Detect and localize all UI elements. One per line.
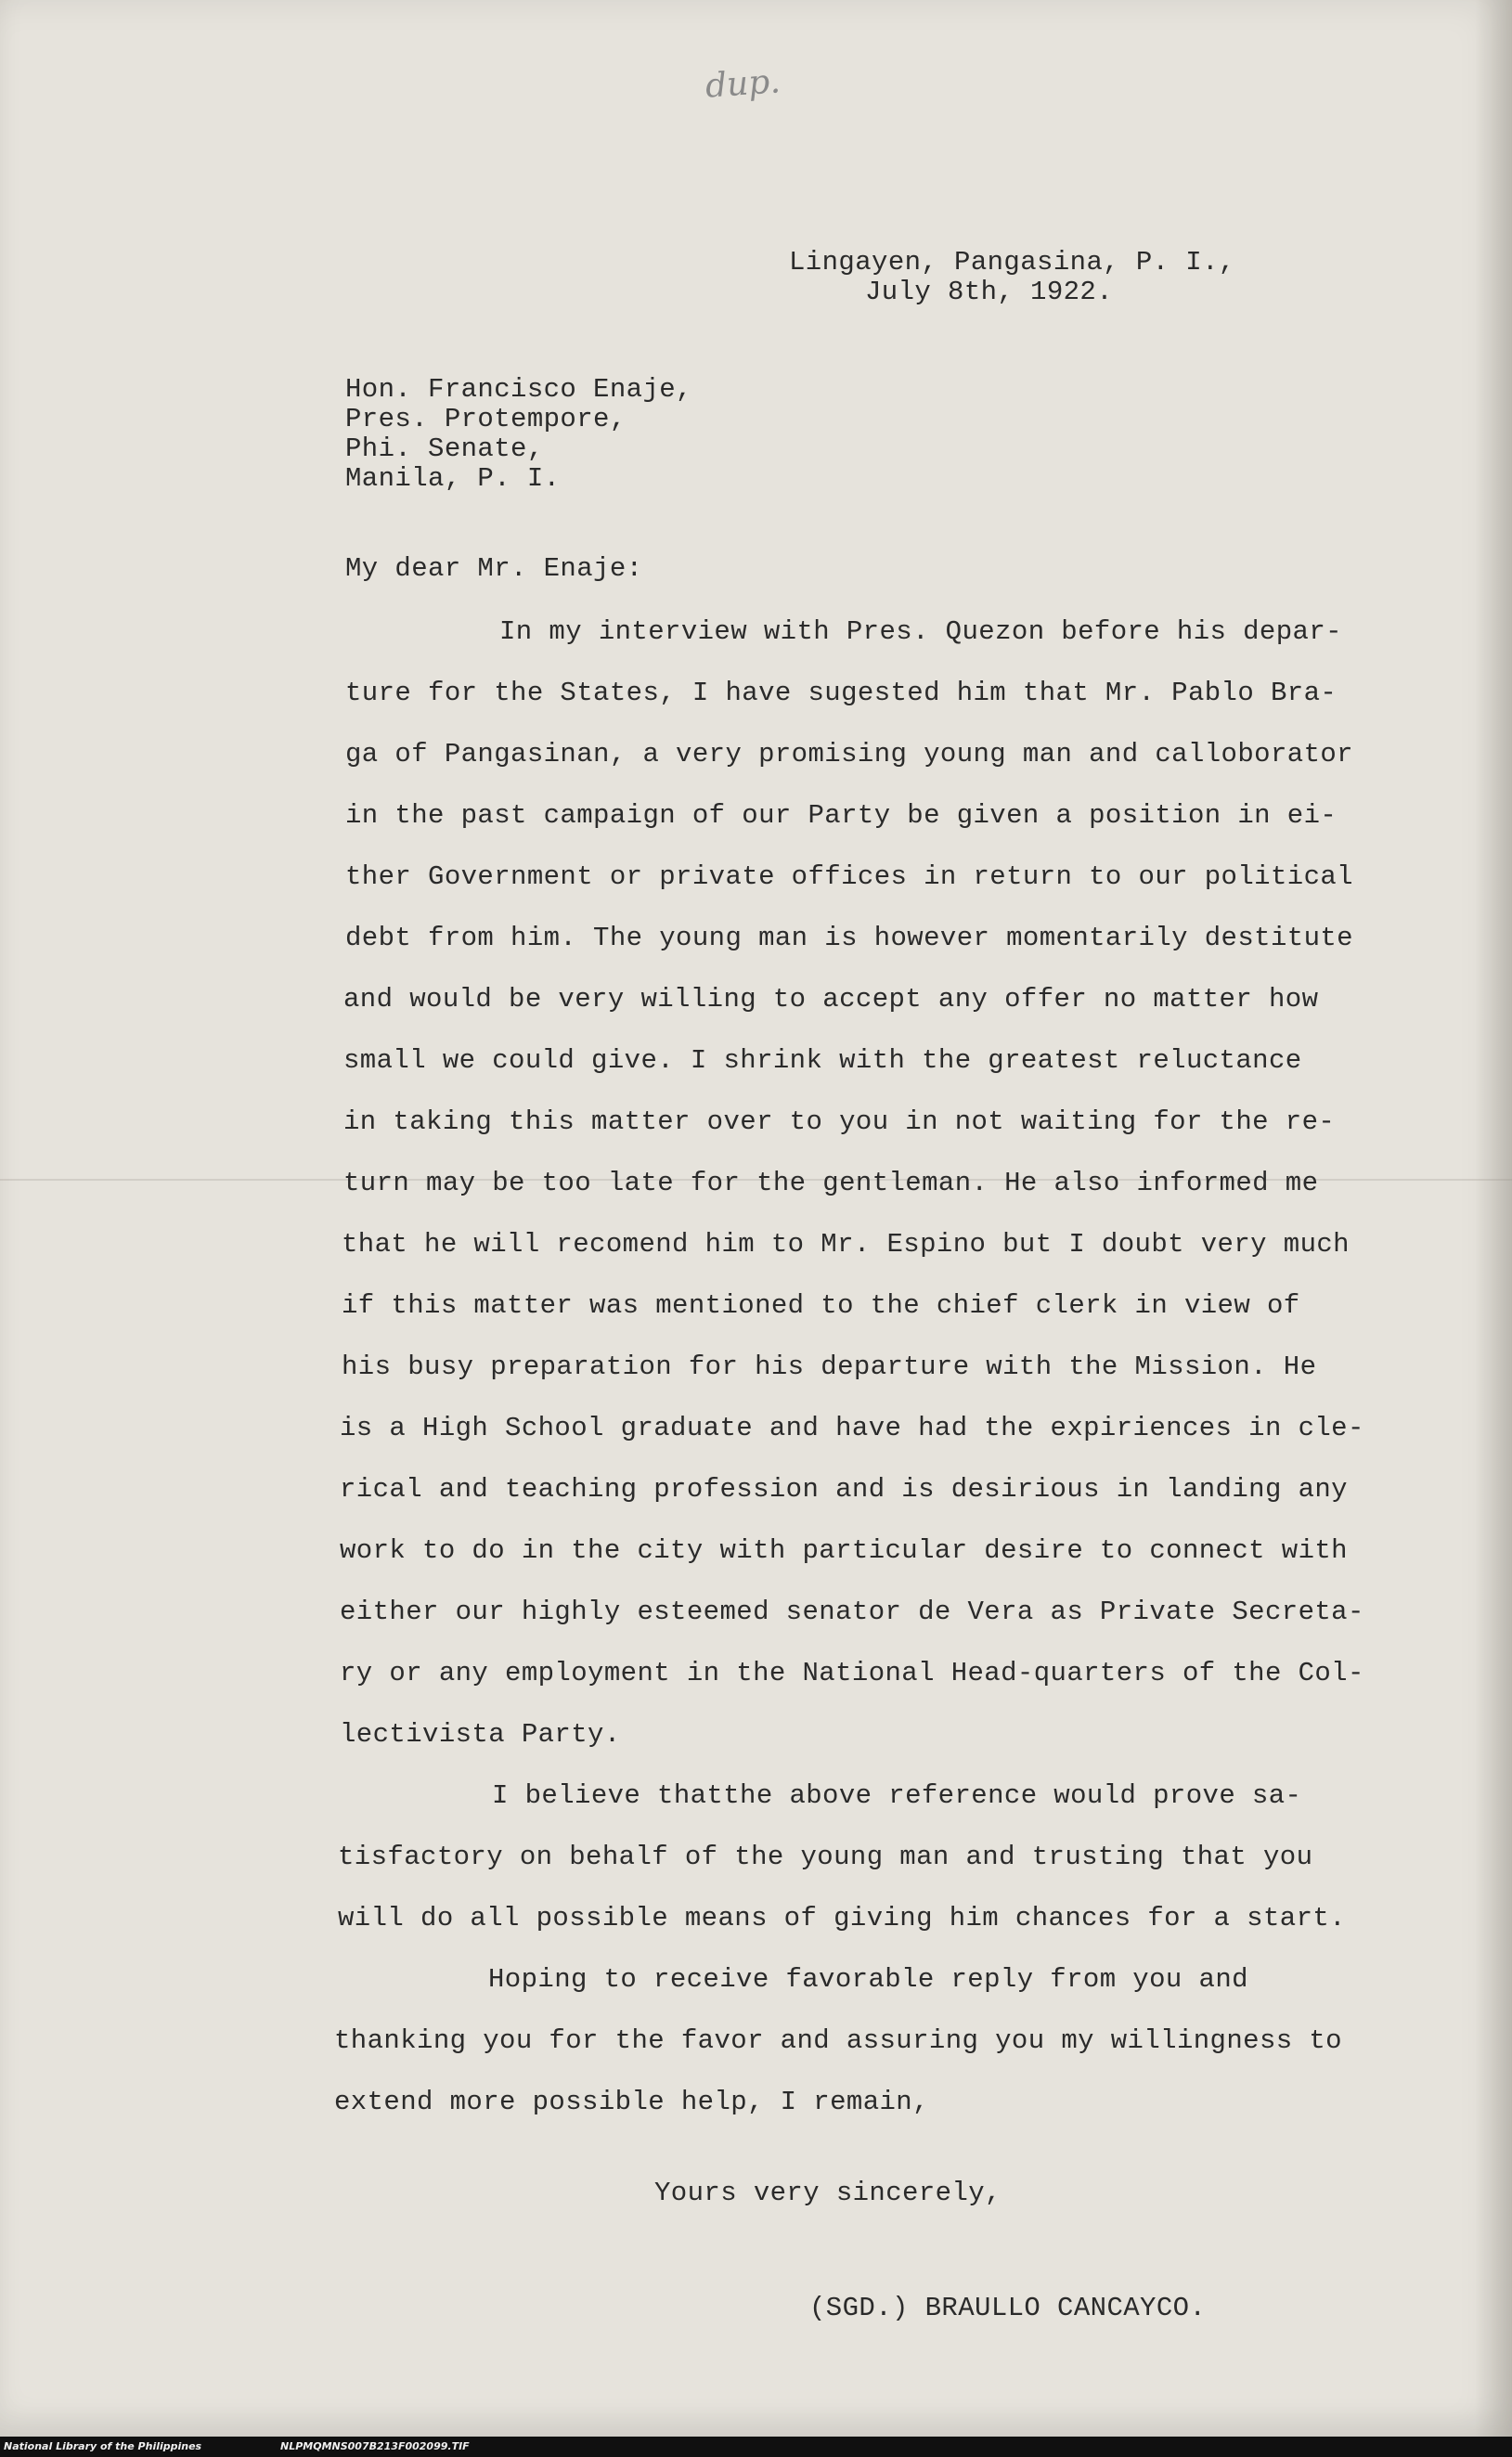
body-line: in the past campaign of our Party be given a position in ei- — [345, 800, 1338, 831]
body-line: either our highly esteemed senator de Vera as Private Secreta- — [340, 1597, 1364, 1627]
body-line: will do all possible means of giving him chances for a start. — [338, 1903, 1346, 1933]
body-line: ture for the States, I have sugested him that Mr. Pablo Bra- — [345, 678, 1338, 708]
body-line: I believe thatthe above reference would prove sa- — [492, 1780, 1302, 1811]
body-line: if this matter was mentioned to the chief clerk in view of — [342, 1290, 1300, 1321]
recipient-line: Hon. Francisco Enaje, — [345, 374, 692, 405]
body-line: ther Government or private offices in return to our political — [345, 861, 1353, 892]
body-line: and would be very willing to accept any offer no matter how — [343, 984, 1319, 1015]
closing: Yours very sincerely, — [654, 2178, 1002, 2208]
letter-date: July 8th, 1922. — [865, 277, 1114, 307]
body-line: turn may be too late for the gentleman. He also informed me — [343, 1168, 1319, 1198]
body-line: ga of Pangasinan, a very promising young man and calloborator — [345, 739, 1353, 769]
paper-edge — [1475, 0, 1512, 2437]
body-line: his busy preparation for his departure with the Mission. He — [342, 1351, 1317, 1382]
archive-footer — [0, 2437, 1512, 2457]
body-line: extend more possible help, I remain, — [334, 2087, 929, 2117]
file-id: NLPMQMNS007B213F002099.TIF — [280, 2440, 470, 2452]
body-line: in taking this matter over to you in not waiting for the re- — [343, 1106, 1336, 1137]
body-line: debt from him. The young man is however momentarily destitute — [345, 923, 1353, 953]
salutation: My dear Mr. Enaje: — [345, 553, 643, 584]
body-line: thanking you for the favor and assuring you my willingness to — [334, 2025, 1342, 2056]
body-line: In my interview with Pres. Quezon before his depar- — [499, 616, 1342, 647]
recipient-line: Manila, P. I. — [345, 463, 561, 494]
body-line: lectivista Party. — [340, 1719, 621, 1750]
recipient-line: Phi. Senate, — [345, 433, 544, 464]
body-line: Hoping to receive favorable reply from you and — [488, 1964, 1248, 1995]
handwritten-annotation: dup. — [704, 62, 782, 106]
body-line: work to do in the city with particular desire to connect with — [340, 1535, 1348, 1566]
body-line: rical and teaching profession and is desirious in landing any — [340, 1474, 1348, 1505]
body-line: small we could give. I shrink with the greatest reluctance — [343, 1045, 1302, 1076]
signature: (SGD.) BRAULLO CANCAYCO. — [809, 2293, 1207, 2323]
body-line: is a High School graduate and have had the expiriences in cle- — [340, 1413, 1364, 1443]
body-line: ry or any employment in the National Head-quarters of the Col- — [340, 1658, 1364, 1688]
recipient-line: Pres. Protempore, — [345, 404, 627, 434]
library-name: National Library of the Philippines — [4, 2440, 202, 2452]
body-line: that he will recomend him to Mr. Espino but I doubt very much — [342, 1229, 1350, 1260]
body-line: tisfactory on behalf of the young man and trusting that you — [338, 1842, 1313, 1872]
letter-place: Lingayen, Pangasina, P. I., — [789, 247, 1235, 278]
